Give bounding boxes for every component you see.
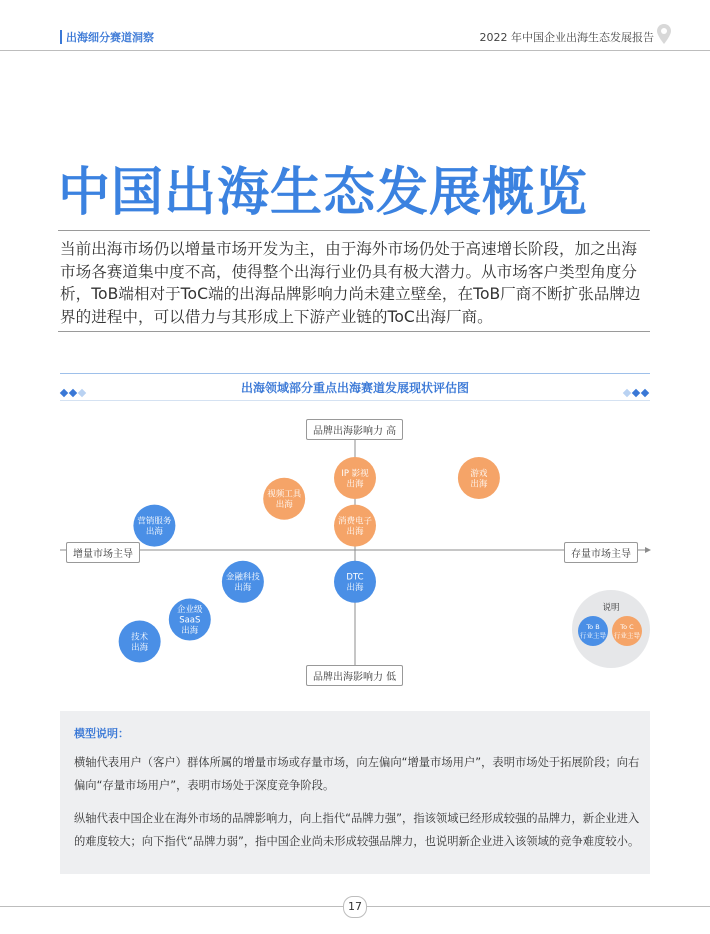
chart-title: 出海领域部分重点出海赛道发展现状评估图 — [240, 381, 469, 395]
model-explanation-paragraph-2: 纵轴代表中国企业在海外市场的品牌影响力，向上指代“品牌力强”，指该领域已经形成较强的品牌力，新企业进入的难度较大；向下指代“品牌力弱”，指中国企业尚未形成较强品牌力，也说明新企业进入该领域的竞争难度较小。 — [74, 812, 640, 848]
intro-bottom-rule — [58, 331, 650, 332]
legend-item-1-label: To B 行业主导 — [580, 623, 606, 640]
axis-label-top: 品牌出海影响力 高 — [306, 419, 403, 440]
diamond-decoration-right — [624, 381, 651, 400]
data-point-3-label: 视频工具出海 — [267, 489, 302, 511]
header-accent-bar — [60, 30, 62, 44]
location-pin-icon — [656, 23, 672, 45]
chart — [0, 405, 710, 690]
data-point-1-label: IP 影视出海 — [341, 468, 369, 490]
axis-label-right: 存量市场主导 — [564, 542, 638, 563]
header-divider — [0, 50, 710, 51]
data-point-8-label: 企业级 SaaS 出海 — [177, 605, 203, 637]
data-point-4-label: 消费电子出海 — [337, 516, 373, 537]
header-section-label: 出海细分赛道洞察 — [66, 31, 154, 44]
chart-top-rule — [60, 373, 650, 374]
page-number: 17 — [343, 896, 367, 918]
model-explanation-paragraph-1: 横轴代表用户（客户）群体所属的增量市场或存量市场，向左偏向“增量市场用户”，表明市场处于拓展阶段；向右偏向“存量市场用户”，表明市场处于深度竞争阶段。 — [74, 756, 640, 792]
legend-title: 说明 — [602, 603, 620, 613]
intro-top-rule — [58, 230, 650, 231]
data-point-6-label: 金融科技出海 — [225, 572, 260, 594]
x-axis-arrow — [645, 547, 651, 553]
legend-item-2-label: To C 行业主导 — [614, 623, 640, 640]
data-point-5-label: 营销服务出海 — [137, 516, 172, 537]
model-explanation-title: 模型说明： — [74, 727, 129, 740]
axis-label-bottom: 品牌出海影响力 低 — [306, 665, 403, 686]
data-point-7-label: DTC 出海 — [346, 572, 364, 594]
chart-bottom-rule — [60, 400, 650, 401]
data-point-9-label: 技术出海 — [131, 632, 149, 653]
header-report-title: 2022 年中国企业出海生态发展报告 — [479, 31, 654, 44]
page-title: 中国出海生态发展概览 — [58, 163, 589, 223]
intro-paragraph: 当前出海市场仍以增量市场开发为主，由于海外市场仍处于高速增长阶段，加之出海市场各赛道集中度不高，使得整个出海行业仍具有极大潜力。从市场客户类型角度分析，ToB端相对于ToC端的出海品牌影响力尚未建立壁垒，在ToB厂商不断扩张品牌边界的进程中，可以借力与其形成上下游产业链的ToC出海厂商。 — [60, 240, 641, 326]
axis-label-left: 增量市场主导 — [66, 542, 140, 563]
data-point-2-label: 游戏出海 — [470, 468, 488, 490]
